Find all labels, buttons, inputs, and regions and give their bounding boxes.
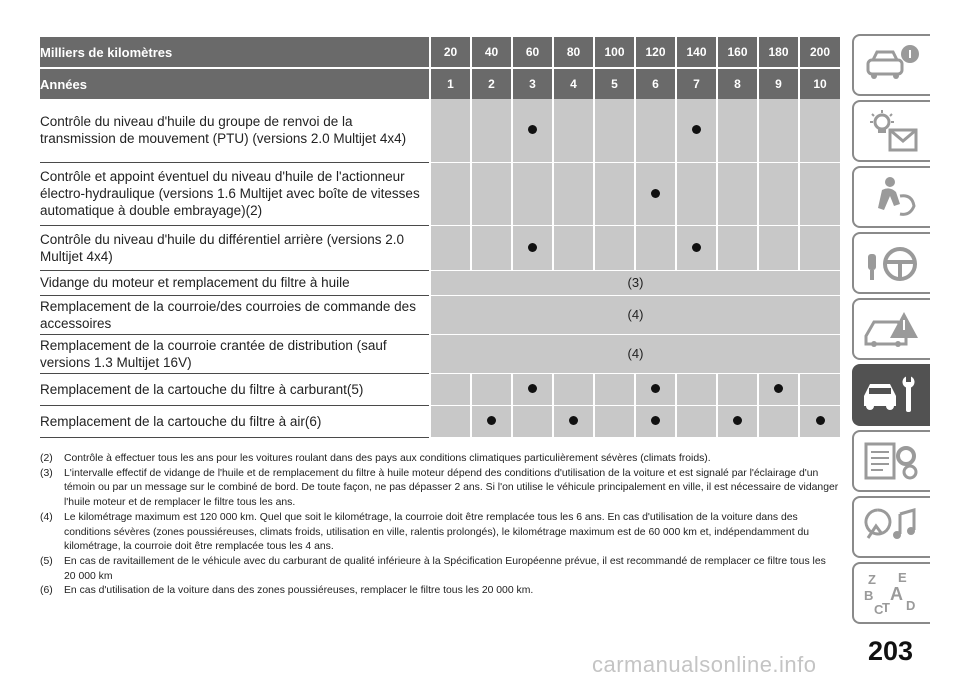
km-header-value: 80	[553, 36, 594, 68]
chapter-tab[interactable]	[852, 166, 930, 228]
footnote-id: (6)	[40, 585, 53, 597]
table-row	[40, 334, 840, 373]
interval-cell	[430, 162, 471, 225]
technical-data-icon	[860, 438, 924, 484]
interval-cell	[553, 405, 594, 437]
interval-cell	[553, 162, 594, 225]
interval-cell	[717, 405, 758, 437]
service-dot-icon	[651, 416, 660, 425]
interval-cell	[758, 373, 799, 405]
chapter-tab[interactable]	[852, 34, 930, 96]
row-label: Contrôle et appoint éventuel du niveau d'huile de l'actionneur électro-hydraulique (versions 1.6 Multijet avec boîte de vitesses automatique à double embrayage)(2)	[40, 162, 430, 225]
interval-cell	[635, 225, 676, 270]
interval-cell	[471, 225, 512, 270]
interval-cell	[430, 225, 471, 270]
interval-note: (4)	[430, 295, 840, 334]
service-dot-icon	[528, 243, 537, 252]
interval-cell	[471, 405, 512, 437]
interval-cell	[799, 225, 840, 270]
years-header	[40, 68, 840, 99]
page-number: 203	[868, 636, 914, 666]
svg-text:Z: Z	[868, 572, 876, 587]
interval-cell	[635, 162, 676, 225]
interval-cell	[594, 225, 635, 270]
km-header-value: 160	[717, 36, 758, 68]
service-dot-icon	[733, 416, 742, 425]
row-label: Contrôle du niveau d'huile du différentiel arrière (versions 2.0 Multijet 4x4)	[40, 225, 430, 270]
multimedia-icon	[860, 504, 924, 550]
service-dot-icon	[692, 125, 701, 134]
footnote	[40, 555, 840, 584]
footnote-id: (2)	[40, 453, 53, 464]
row-label: Remplacement de la courroie crantée de distribution (sauf versions 1.3 Multijet 16V)	[40, 334, 430, 373]
service-dot-icon	[816, 416, 825, 425]
interval-cell	[676, 162, 717, 225]
service-dot-icon	[487, 416, 496, 425]
table-row	[40, 295, 840, 334]
interval-cell	[471, 99, 512, 162]
service-dot-icon	[774, 384, 783, 393]
years-header-value: 8	[717, 68, 758, 99]
interval-cell	[594, 99, 635, 162]
interval-cell	[471, 162, 512, 225]
interval-cell	[717, 373, 758, 405]
alphabetical-index-icon	[860, 570, 924, 616]
svg-text:A: A	[890, 584, 903, 604]
chapter-tab[interactable]	[852, 100, 930, 162]
years-header-value: 3	[512, 68, 553, 99]
footnote-text: L'intervalle effectif de vidange de l'huile et de remplacement du filtre à huile moteur dépend des conditions d'utilisation de la voiture et est signalé par l'éclairage d'un témoin ou par un message sur le combiné de bord. De toute façon, ne pas dépasser 2 ans. Si l'on utilise le véhicule principalement en ville, il est nécessaire de vidanger l'huile moteur et de remplacer le filtre tous les ans.	[64, 467, 839, 509]
row-label: Remplacement de la cartouche du filtre à carburant(5)	[40, 373, 430, 405]
interval-cell	[553, 373, 594, 405]
chapter-tab[interactable]	[852, 496, 930, 558]
footnote-text: En cas d'utilisation de la voiture dans des zones poussiéreuses, remplacer le filtre tous les 20 000 km.	[64, 585, 534, 597]
years-header-value: 2	[471, 68, 512, 99]
chapter-tab[interactable]	[852, 364, 930, 426]
footnotes	[40, 452, 840, 599]
km-header	[40, 36, 840, 68]
warning-lights-icon	[860, 108, 924, 154]
chapter-tabs	[852, 34, 934, 628]
interval-cell	[799, 162, 840, 225]
interval-cell	[758, 225, 799, 270]
chapter-tab[interactable]	[852, 298, 930, 360]
footnote-id: (3)	[40, 467, 53, 479]
footnote	[40, 467, 840, 511]
interval-cell	[758, 99, 799, 162]
watermark: carmanualsonline.info	[592, 652, 817, 677]
interval-cell	[635, 99, 676, 162]
safety-airbag-icon	[860, 174, 924, 220]
footnote	[40, 584, 840, 599]
interval-note: (4)	[430, 334, 840, 373]
row-label: Remplacement de la courroie/des courroies de commande des accessoires	[40, 295, 430, 334]
interval-cell	[717, 162, 758, 225]
service-dot-icon	[528, 125, 537, 134]
interval-cell	[512, 162, 553, 225]
row-label: Vidange du moteur et remplacement du filtre à huile	[40, 270, 430, 295]
interval-cell	[676, 405, 717, 437]
starting-driving-icon	[860, 240, 924, 286]
service-dot-icon	[692, 243, 701, 252]
row-label: Remplacement de la cartouche du filtre à air(6)	[40, 405, 430, 437]
interval-cell	[430, 99, 471, 162]
table-row	[40, 373, 840, 405]
interval-cell	[512, 405, 553, 437]
interval-cell	[553, 99, 594, 162]
interval-cell	[635, 405, 676, 437]
svg-text:B: B	[864, 588, 874, 603]
service-dot-icon	[528, 384, 537, 393]
interval-cell	[676, 373, 717, 405]
table-row	[40, 270, 840, 295]
km-header-value: 120	[635, 36, 676, 68]
svg-text:E: E	[898, 570, 907, 585]
chapter-tab[interactable]	[852, 232, 930, 294]
table-row	[40, 162, 840, 225]
years-header-label: Années	[40, 68, 430, 99]
car-maintenance-icon	[860, 372, 924, 418]
interval-cell	[676, 225, 717, 270]
interval-note: (3)	[430, 270, 840, 295]
svg-text:C: C	[874, 602, 884, 616]
service-dot-icon	[651, 189, 660, 198]
chapter-tab[interactable]	[852, 430, 930, 492]
table-row	[40, 225, 840, 270]
years-header-value: 6	[635, 68, 676, 99]
svg-text:D: D	[906, 598, 916, 613]
years-header-value: 9	[758, 68, 799, 99]
emergency-icon	[860, 306, 924, 352]
interval-cell	[635, 373, 676, 405]
interval-cell	[430, 405, 471, 437]
interval-cell	[799, 99, 840, 162]
footnote-text: Contrôle à effectuer tous les ans pour les voitures roulant dans des pays aux conditions climatiques particulièrement sévères (climats froids).	[64, 453, 711, 464]
km-header-value: 40	[471, 36, 512, 68]
years-header-value: 10	[799, 68, 840, 99]
interval-cell	[676, 99, 717, 162]
row-label: Contrôle du niveau d'huile du groupe de renvoi de la transmission de mouvement (PTU) (versions 2.0 Multijet 4x4)	[40, 99, 430, 162]
interval-cell	[471, 373, 512, 405]
footnote-id: (5)	[40, 555, 53, 567]
interval-cell	[717, 225, 758, 270]
footnote-id: (4)	[40, 511, 53, 523]
footnote	[40, 452, 840, 467]
interval-cell	[799, 405, 840, 437]
service-dot-icon	[569, 416, 578, 425]
maintenance-schedule-table	[40, 35, 840, 438]
svg-text:T: T	[882, 600, 890, 615]
interval-cell	[758, 162, 799, 225]
table-row	[40, 99, 840, 162]
km-header-value: 20	[430, 36, 471, 68]
years-header-value: 5	[594, 68, 635, 99]
interval-cell	[594, 405, 635, 437]
interval-cell	[553, 225, 594, 270]
footnote-text: En cas de ravitaillement de le véhicule avec du carburant de qualité inférieure à la Spécification Européenne prévue, il est recommandé de remplacer ce filtre tous les 20 000 km	[64, 555, 826, 582]
car-info-icon	[860, 42, 924, 88]
km-header-value: 100	[594, 36, 635, 68]
service-dot-icon	[651, 384, 660, 393]
km-header-value: 200	[799, 36, 840, 68]
chapter-tab[interactable]	[852, 562, 930, 624]
footnote-text: Le kilométrage maximum est 120 000 km. Quel que soit le kilométrage, la courroie doit être remplacée tous les 6 ans. En cas d'utilisation de la voiture dans des conditions sévères (zones poussiéreuses, climats froids, utilisation en ville, ralentis prolongés), le kilométrage maximum est de 60 000 km et, indépendamment du kilométrage, la courroie doit être remplacée tous les 4 ans.	[64, 511, 810, 553]
footnote	[40, 511, 840, 555]
interval-cell	[512, 99, 553, 162]
table-row	[40, 405, 840, 437]
interval-cell	[799, 373, 840, 405]
km-header-value: 60	[512, 36, 553, 68]
interval-cell	[594, 162, 635, 225]
interval-cell	[512, 373, 553, 405]
km-header-value: 180	[758, 36, 799, 68]
interval-cell	[430, 373, 471, 405]
interval-cell	[512, 225, 553, 270]
interval-cell	[758, 405, 799, 437]
years-header-value: 4	[553, 68, 594, 99]
km-header-label: Milliers de kilomètres	[40, 36, 430, 68]
interval-cell	[717, 99, 758, 162]
km-header-value: 140	[676, 36, 717, 68]
years-header-value: 1	[430, 68, 471, 99]
years-header-value: 7	[676, 68, 717, 99]
interval-cell	[594, 373, 635, 405]
